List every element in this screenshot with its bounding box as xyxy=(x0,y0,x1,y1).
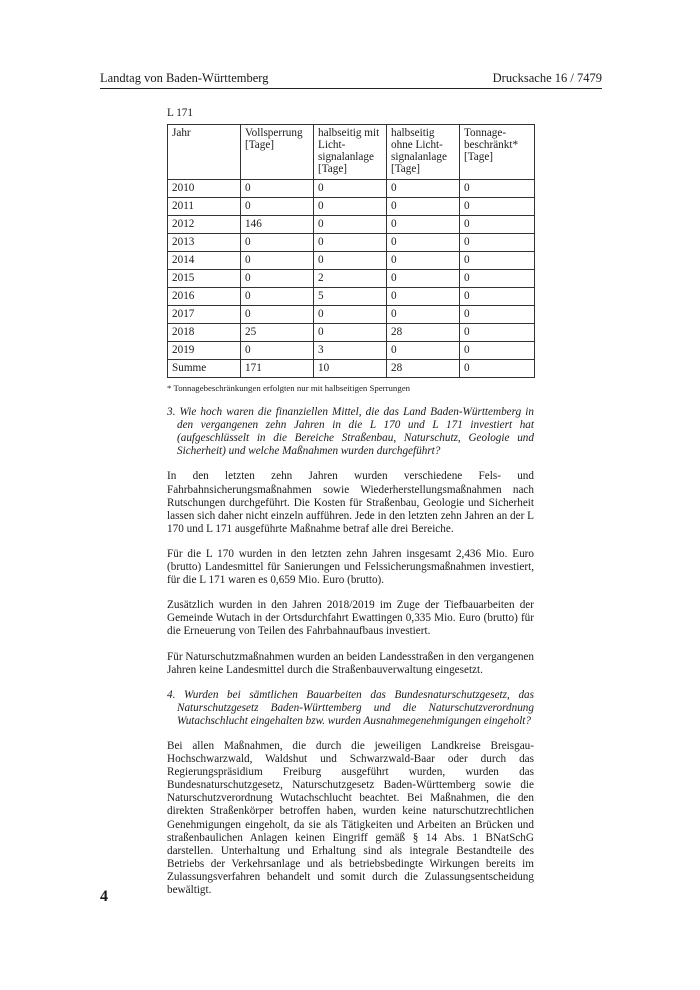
table-cell: 2012 xyxy=(168,216,241,234)
table-cell: 0 xyxy=(460,180,535,198)
table-cell: 0 xyxy=(314,216,387,234)
table-cell: 0 xyxy=(241,252,314,270)
column-header: Jahr xyxy=(168,125,241,180)
table-cell: 0 xyxy=(387,306,460,324)
table-total-row xyxy=(168,360,535,378)
table-header-row xyxy=(168,125,535,180)
page-header xyxy=(100,70,602,89)
table-cell: 0 xyxy=(460,288,535,306)
table-cell: 0 xyxy=(314,306,387,324)
table-row xyxy=(168,252,535,270)
page-content xyxy=(167,107,534,897)
table-row xyxy=(168,324,535,342)
table-cell: 2011 xyxy=(168,198,241,216)
table-cell: 25 xyxy=(241,324,314,342)
table-cell: 0 xyxy=(314,252,387,270)
answer-paragraph: Für Naturschutzmaßnahmen wurden an beiden Landesstraßen in den vergangenen Jahren keine Landesmittel durch die Straßenbauverwaltung eingesetzt. xyxy=(167,650,534,676)
table-cell: 0 xyxy=(460,342,535,360)
table-cell: 0 xyxy=(314,180,387,198)
table-cell: 0 xyxy=(460,306,535,324)
table-cell: 28 xyxy=(387,324,460,342)
table-cell: 5 xyxy=(314,288,387,306)
table-cell: 171 xyxy=(241,360,314,378)
table-cell: 0 xyxy=(460,270,535,288)
column-header: halbseitig mit Licht-signalanlage [Tage] xyxy=(314,125,387,180)
table-cell: 0 xyxy=(241,198,314,216)
table-cell: 0 xyxy=(314,234,387,252)
closures-table xyxy=(167,124,535,378)
question-4: 4. Wurden bei sämtlichen Bauarbeiten das Bundesnaturschutzgesetz, das Naturschutzgesetz Baden-Württemberg und die Naturschutzverordnung Wutachschlucht eingehalten bzw. wurden Ausnahmegenehmigungen eingeholt? xyxy=(167,688,534,727)
table-cell: 0 xyxy=(460,216,535,234)
table-cell: 28 xyxy=(387,360,460,378)
table-cell: 2015 xyxy=(168,270,241,288)
answer-paragraph: Für die L 170 wurden in den letzten zehn Jahren insgesamt 2,436 Mio. Euro (brutto) Landesmittel für Sanierungen und Felssicherungsmaßnahmen investiert, für die L 171 waren es 0,659 Mio. Euro (brutto). xyxy=(167,547,534,587)
column-header: Tonnage-beschränkt* [Tage] xyxy=(460,125,535,180)
table-cell: 0 xyxy=(241,234,314,252)
table-label: L 171 xyxy=(167,107,193,119)
table-cell: 0 xyxy=(460,234,535,252)
answer-paragraph: In den letzten zehn Jahren wurden verschiedene Fels- und Fahrbahnsicherungsmaßnahmen sowie Wiederherstellungsmaßnahmen nach Rutschungen durchgeführt. Die Kosten für Straßenbau, Geologie und Sicherheit lassen sich daher nicht einzeln aufführen. Jede in den letzten zehn Jahren an der L 170 und L 171 ausgeführte Maßnahme betraf alle drei Bereiche. xyxy=(167,470,534,535)
table-cell: 2014 xyxy=(168,252,241,270)
table-cell: 0 xyxy=(460,324,535,342)
table-cell: 0 xyxy=(314,198,387,216)
table-row xyxy=(168,342,535,360)
table-row xyxy=(168,198,535,216)
table-cell: 0 xyxy=(241,270,314,288)
table-cell: 0 xyxy=(387,270,460,288)
table-cell: 0 xyxy=(460,198,535,216)
answer-paragraph: Zusätzlich wurden in den Jahren 2018/2019 im Zuge der Tiefbauarbeiten der Gemeinde Wutach in der Ortsdurchfahrt Ewattingen 0,335 Mio. Euro (brutto) für die Erneuerung von Teilen des Fahrbahnaufbaus investiert. xyxy=(167,599,534,638)
column-header: Vollsperrung [Tage] xyxy=(241,125,314,180)
table-cell: 2018 xyxy=(168,324,241,342)
table-cell: 0 xyxy=(241,342,314,360)
page-number: 4 xyxy=(100,888,108,905)
table-cell: 0 xyxy=(241,288,314,306)
column-header: halbseitig ohne Licht-signalanlage [Tage] xyxy=(387,125,460,180)
table-cell: 0 xyxy=(387,288,460,306)
table-row xyxy=(168,234,535,252)
table-cell: 0 xyxy=(460,252,535,270)
table-cell: 0 xyxy=(314,324,387,342)
table-cell: 0 xyxy=(387,342,460,360)
table-row xyxy=(168,180,535,198)
table-row xyxy=(168,288,535,306)
table-cell: 0 xyxy=(387,252,460,270)
table-cell: 2016 xyxy=(168,288,241,306)
document-number: Drucksache 16 / 7479 xyxy=(492,71,602,85)
table-cell: 0 xyxy=(241,306,314,324)
table-cell: Summe xyxy=(168,360,241,378)
table-cell: 2 xyxy=(314,270,387,288)
table-cell: 2019 xyxy=(168,342,241,360)
table-cell: 0 xyxy=(387,234,460,252)
table-cell: 0 xyxy=(387,216,460,234)
table-cell: 10 xyxy=(314,360,387,378)
table-cell: 0 xyxy=(241,180,314,198)
header-title: Landtag von Baden-Württemberg xyxy=(100,71,269,85)
question-3: 3. Wie hoch waren die finanziellen Mittel, die das Land Baden-Württemberg in den vergangenen zehn Jahren in die L 170 und L 171 investiert hat (aufgeschlüsselt in die Bereiche Straßenbau, Naturschutz, Geologie und Sicherheit) und welche Maßnahmen wurden durchgeführt? xyxy=(167,406,534,458)
table-cell: 3 xyxy=(314,342,387,360)
table-cell: 2017 xyxy=(168,306,241,324)
table-cell: 0 xyxy=(387,180,460,198)
table-footnote: * Tonnagebeschränkungen erfolgten nur mit halbseitigen Sperrungen xyxy=(167,383,411,394)
table-cell: 2010 xyxy=(168,180,241,198)
table-row xyxy=(168,270,535,288)
table-cell: 2013 xyxy=(168,234,241,252)
answer-paragraph: Bei allen Maßnahmen, die durch die jeweiligen Landkreise Breisgau-Hochschwarzwald, Waldshut und Schwarzwald-Baar oder durch das Regierungspräsidium Freiburg ausgeführt wurden, wurden das Bundesnaturschutzgesetz, Naturschutzgesetz Baden-Württemberg sowie die Naturschutzverordnung Wutachschlucht beachtet. Bei Maßnahmen, die den direkten Straßenkörper betroffen haben, wurden keine naturschutzrechtlichen Genehmigungen eingeholt, da sie als Tätigkeiten und Arbeiten an Brücken und straßenbaulichen Anlagen keinen Eingriff gemäß § 14 Abs. 1 BNatSchG darstellen. Unterhaltung und Erhaltung sind als integrale Bestandteile des Betriebs der Verkehrsanlage und als betriebsbedingte Wirkungen bereits im Zulassungsverfahren behandelt und somit durch die Zulassungsentscheidung bewältigt. xyxy=(167,739,534,896)
table-row xyxy=(168,306,535,324)
table-cell: 0 xyxy=(460,360,535,378)
table-row xyxy=(168,216,535,234)
table-cell: 0 xyxy=(387,198,460,216)
table-cell: 146 xyxy=(241,216,314,234)
